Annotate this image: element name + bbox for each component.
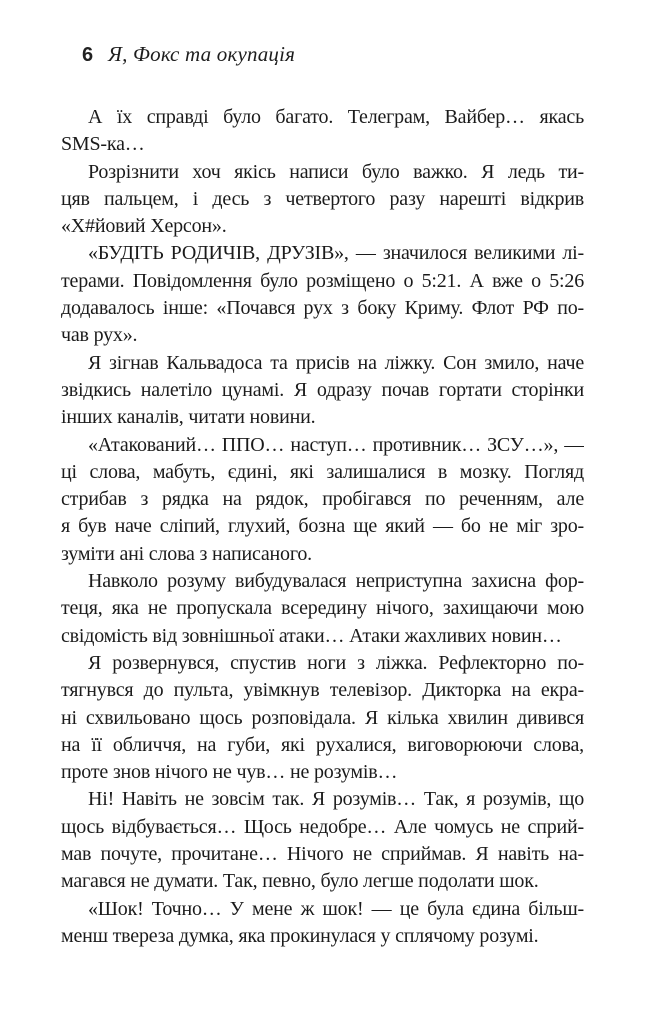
text-line: стрибав з рядка на рядок, пробігався по реченням, але: [61, 488, 584, 511]
text-line: тягнувся до пульта, увімкнув телевізор. Дикторка на екра-: [61, 679, 584, 702]
page-number: 6: [82, 44, 94, 66]
text-line: свідомість від зовнішньої атаки… Атаки жахливих новин…: [61, 624, 562, 647]
text-line: звідкись налетіло цунамі. Я одразу почав гортати сторінки: [61, 378, 584, 401]
text-line: менш твереза думка, яка прокинулася у сплячому розумі.: [61, 924, 539, 947]
text-line: ці слова, мабуть, єдині, які залишалися в мозку. Погляд: [61, 460, 584, 483]
text-line: терами. Повідомлення було розміщено о 5:21. А вже о 5:26: [61, 269, 584, 292]
text-line: Розрізнити хоч якісь написи було важко. Я ледь ти-: [88, 160, 584, 183]
text-line: А їх справді було багато. Телеграм, Вайбер… якась: [88, 106, 584, 128]
text-line: на її обличчя, на губи, які рухалися, виговорюючи слова,: [61, 733, 584, 756]
text-line: щось відбувається… Щось недобре… Але чомусь не сприй-: [61, 815, 584, 838]
text-line: Я розвернувся, спустив ноги з ліжка. Рефлекторно по-: [88, 651, 584, 674]
text-line: чав рух».: [61, 324, 138, 347]
text-line: «Атакований… ППО… наступ… противник… ЗСУ…», —: [88, 433, 584, 456]
text-line: «БУДІТЬ РОДИЧІВ, ДРУЗІВ», — значилося великими лі-: [88, 242, 584, 265]
text-line: мав почуте, прочитане… Нічого не сприймав. Я навіть на-: [61, 843, 584, 866]
page-body: [61, 104, 584, 950]
text-line: зуміти ані слова з написаного.: [61, 542, 312, 565]
text-line: цяв пальцем, і десь з четвертого разу нарешті відкрив: [61, 187, 584, 210]
text-line: SMS-ка…: [61, 133, 145, 156]
text-line: ні схвильовано щось розповідала. Я кілька хвилин дивився: [61, 706, 584, 729]
text-line: «Х#йовий Херсон».: [61, 215, 227, 238]
text-line: інших каналів, читати новини.: [61, 406, 316, 429]
running-title: Я, Фокс та окупація: [108, 42, 296, 66]
running-header: [82, 42, 295, 69]
text-line: магався не думати. Так, певно, було легше подолати шок.: [61, 870, 539, 893]
text-line: я був наче сліпий, глухий, бозна ще який — бо не міг зро-: [61, 515, 584, 538]
text-line: додавалось інше: «Почався рух з боку Криму. Флот РФ по-: [61, 297, 584, 320]
text-line: проте знов нічого не чув… не розумів…: [61, 761, 398, 784]
text-line: «Шок! Точно… У мене ж шок! — це була єдина більш-: [88, 897, 584, 920]
text-line: теця, яка не пропускала всередину нічого, захищаючи мою: [61, 597, 584, 620]
text-line: Я зігнав Кальвадоса та присів на ліжку. Сон змило, наче: [88, 351, 584, 374]
text-line: Навколо розуму вибудувалася неприступна захисна фор-: [88, 570, 584, 593]
text-line: Ні! Навіть не зовсім так. Я розумів… Так, я розумів, що: [88, 788, 584, 811]
